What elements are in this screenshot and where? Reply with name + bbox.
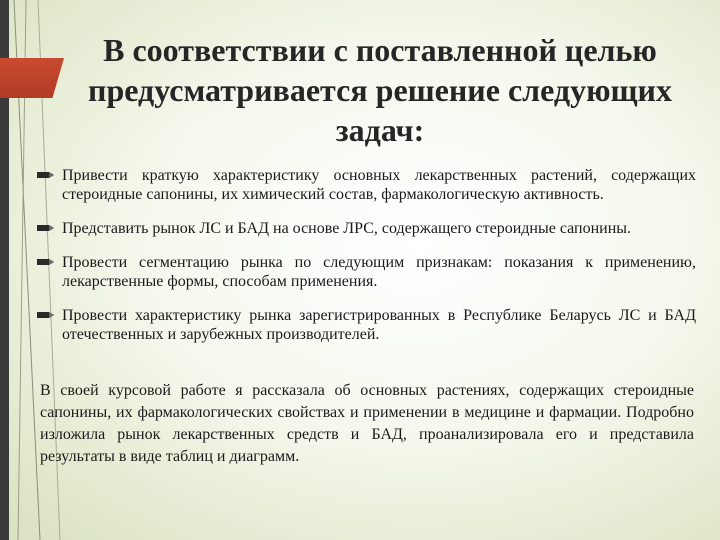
task-text: Представить рынок ЛС и БАД на основе ЛРС, содержащего стероидные сапонины. — [62, 220, 632, 237]
list-item — [36, 166, 696, 204]
pencil-bullet-icon — [36, 308, 56, 322]
pencil-bullet-icon — [36, 221, 56, 235]
list-item — [36, 253, 696, 291]
list-item — [36, 306, 696, 344]
conclusion-paragraph: В своей курсовой работе я рассказала об основных растениях, содержащих стероидные сапонины, их фармакологических свойствах и применении в медицине и фармации. Подробно изложила рынок лекарственных средств и БАД, проанализировала его и представила результаты в виде таблиц и диаграмм. — [40, 382, 694, 465]
pencil-bullet-icon — [36, 168, 56, 182]
task-text: Провести сегментацию рынка по следующим признакам: показания к применению, лекарственные формы, способам применения. — [62, 254, 696, 290]
task-text: Привести краткую характеристику основных лекарственных растений, содержащих стероидные сапонины, их химический состав, фармакологическую активность. — [62, 167, 696, 203]
task-text: Провести характеристику рынка зарегистрированных в Республике Беларусь ЛС и БАД отечественных и зарубежных производителей. — [62, 307, 696, 343]
task-list — [36, 166, 696, 359]
pencil-bullet-icon — [36, 255, 56, 269]
list-item — [36, 219, 696, 238]
slide-title: В соответствии с поставленной целью предусматривается решение следующих задач: — [88, 32, 672, 148]
